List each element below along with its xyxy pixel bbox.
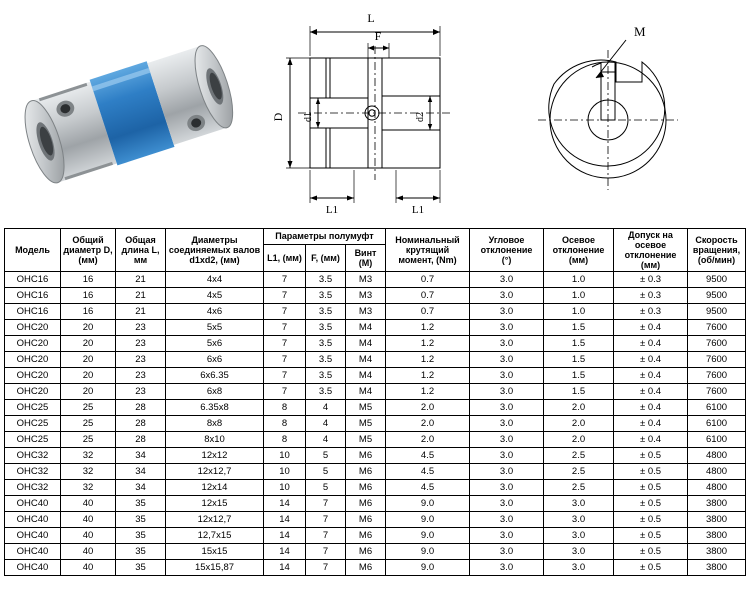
- cell-torque: 9.0: [386, 496, 470, 512]
- cell-ang: 3.0: [470, 512, 544, 528]
- coupling-photo: [8, 18, 258, 208]
- cell-screw: M3: [346, 272, 386, 288]
- th-screw: Винт (M): [346, 244, 386, 272]
- cell-l: 23: [116, 384, 166, 400]
- cell-d: 40: [61, 560, 116, 576]
- cell-model: OHC32: [5, 448, 61, 464]
- cell-screw: M6: [346, 496, 386, 512]
- table-row: [5, 496, 746, 512]
- cell-l: 35: [116, 512, 166, 528]
- cell-axial: 3.0: [544, 528, 614, 544]
- cell-shafts: 8x8: [166, 416, 264, 432]
- cell-torque: 9.0: [386, 528, 470, 544]
- cell-axial: 2.5: [544, 448, 614, 464]
- cell-f: 4: [306, 400, 346, 416]
- cell-tol: ± 0.5: [614, 496, 688, 512]
- cell-speed: 3800: [688, 496, 746, 512]
- cell-model: OHC20: [5, 320, 61, 336]
- cell-screw: M5: [346, 416, 386, 432]
- cell-axial: 2.5: [544, 464, 614, 480]
- cell-l1: 14: [264, 496, 306, 512]
- cell-l: 35: [116, 528, 166, 544]
- cell-speed: 7600: [688, 320, 746, 336]
- cell-f: 3.5: [306, 352, 346, 368]
- cell-screw: M6: [346, 544, 386, 560]
- cell-l: 21: [116, 272, 166, 288]
- table-row: [5, 448, 746, 464]
- cell-screw: M6: [346, 464, 386, 480]
- cell-l1: 7: [264, 336, 306, 352]
- cell-ang: 3.0: [470, 480, 544, 496]
- th-model: Модель: [5, 229, 61, 272]
- cell-ang: 3.0: [470, 560, 544, 576]
- cell-torque: 0.7: [386, 272, 470, 288]
- cell-shafts: 5x5: [166, 320, 264, 336]
- cell-axial: 1.5: [544, 336, 614, 352]
- table-row: [5, 272, 746, 288]
- cell-l: 21: [116, 304, 166, 320]
- cell-d: 20: [61, 352, 116, 368]
- cell-torque: 9.0: [386, 512, 470, 528]
- cell-screw: M5: [346, 400, 386, 416]
- table-row: [5, 336, 746, 352]
- cell-axial: 2.0: [544, 416, 614, 432]
- cell-l1: 7: [264, 384, 306, 400]
- cell-model: OHC16: [5, 272, 61, 288]
- cell-tol: ± 0.5: [614, 448, 688, 464]
- dim-label-L1-left: L1: [325, 204, 339, 216]
- cell-ang: 3.0: [470, 544, 544, 560]
- specification-table: [4, 228, 746, 576]
- table-body: [5, 272, 746, 576]
- cell-speed: 4800: [688, 480, 746, 496]
- cell-model: OHC40: [5, 512, 61, 528]
- cell-l: 28: [116, 416, 166, 432]
- table-row: [5, 368, 746, 384]
- th-axial-tolerance: Допуск на осевое отклонение (мм): [614, 229, 688, 272]
- table-row: [5, 384, 746, 400]
- table-row: [5, 528, 746, 544]
- cell-shafts: 15x15: [166, 544, 264, 560]
- cell-model: OHC25: [5, 432, 61, 448]
- cell-f: 3.5: [306, 272, 346, 288]
- cell-l1: 7: [264, 304, 306, 320]
- cell-f: 3.5: [306, 288, 346, 304]
- cell-tol: ± 0.4: [614, 432, 688, 448]
- table-row: [5, 432, 746, 448]
- cell-d: 40: [61, 512, 116, 528]
- cell-l1: 8: [264, 416, 306, 432]
- cell-l: 35: [116, 496, 166, 512]
- table-row: [5, 480, 746, 496]
- cell-l: 28: [116, 400, 166, 416]
- dim-label-L1-right: L1: [411, 204, 425, 216]
- cell-f: 4: [306, 416, 346, 432]
- cell-l1: 7: [264, 352, 306, 368]
- cell-axial: 2.0: [544, 400, 614, 416]
- cell-l: 35: [116, 560, 166, 576]
- cell-shafts: 6.35x8: [166, 400, 264, 416]
- cell-speed: 9500: [688, 272, 746, 288]
- cell-ang: 3.0: [470, 496, 544, 512]
- cell-speed: 3800: [688, 528, 746, 544]
- cell-speed: 6100: [688, 432, 746, 448]
- cell-tol: ± 0.4: [614, 384, 688, 400]
- table-header-row-1: [5, 229, 746, 245]
- cell-speed: 4800: [688, 464, 746, 480]
- cell-axial: 1.5: [544, 368, 614, 384]
- cell-d: 25: [61, 400, 116, 416]
- th-angular-deviation: Угловое отклонение (°): [470, 229, 544, 272]
- cell-model: OHC16: [5, 304, 61, 320]
- cell-l: 21: [116, 288, 166, 304]
- cell-axial: 3.0: [544, 512, 614, 528]
- cell-tol: ± 0.5: [614, 544, 688, 560]
- cell-f: 7: [306, 560, 346, 576]
- cell-l1: 14: [264, 560, 306, 576]
- cell-d: 32: [61, 448, 116, 464]
- cell-l1: 10: [264, 464, 306, 480]
- cell-shafts: 8x10: [166, 432, 264, 448]
- cell-speed: 7600: [688, 352, 746, 368]
- cell-f: 3.5: [306, 320, 346, 336]
- th-length: Общая длина L, мм: [116, 229, 166, 272]
- cell-torque: 4.5: [386, 448, 470, 464]
- cell-d: 16: [61, 272, 116, 288]
- cell-shafts: 4x4: [166, 272, 264, 288]
- cell-shafts: 12x12: [166, 448, 264, 464]
- cell-torque: 4.5: [386, 464, 470, 480]
- cell-tol: ± 0.4: [614, 320, 688, 336]
- cell-speed: 6100: [688, 416, 746, 432]
- cell-speed: 7600: [688, 368, 746, 384]
- cell-ang: 3.0: [470, 464, 544, 480]
- cell-axial: 3.0: [544, 560, 614, 576]
- cell-tol: ± 0.5: [614, 528, 688, 544]
- table-row: [5, 352, 746, 368]
- cell-d: 32: [61, 480, 116, 496]
- table-row: [5, 464, 746, 480]
- cell-model: OHC40: [5, 496, 61, 512]
- cell-ang: 3.0: [470, 368, 544, 384]
- cell-tol: ± 0.4: [614, 400, 688, 416]
- cell-screw: M6: [346, 560, 386, 576]
- cell-model: OHC20: [5, 336, 61, 352]
- cell-shafts: 4x6: [166, 304, 264, 320]
- cell-f: 7: [306, 528, 346, 544]
- cell-axial: 1.0: [544, 272, 614, 288]
- th-half-coupling-params: Параметры полумуфт: [264, 229, 386, 245]
- cell-shafts: 12x12,7: [166, 512, 264, 528]
- cell-model: OHC32: [5, 480, 61, 496]
- cell-l1: 14: [264, 512, 306, 528]
- cell-model: OHC32: [5, 464, 61, 480]
- cell-f: 5: [306, 464, 346, 480]
- cell-ang: 3.0: [470, 448, 544, 464]
- cell-axial: 1.0: [544, 304, 614, 320]
- cell-ang: 3.0: [470, 272, 544, 288]
- cell-axial: 1.5: [544, 384, 614, 400]
- table-row: [5, 512, 746, 528]
- cell-torque: 2.0: [386, 400, 470, 416]
- cell-speed: 7600: [688, 384, 746, 400]
- cell-speed: 3800: [688, 512, 746, 528]
- cell-shafts: 12,7x15: [166, 528, 264, 544]
- th-shaft-diameters: Диаметры соединяемых валов d1xd2, (мм): [166, 229, 264, 272]
- cell-torque: 0.7: [386, 304, 470, 320]
- cell-torque: 1.2: [386, 352, 470, 368]
- cell-d: 40: [61, 528, 116, 544]
- cell-f: 5: [306, 448, 346, 464]
- cell-f: 3.5: [306, 368, 346, 384]
- cell-axial: 2.0: [544, 432, 614, 448]
- cell-d: 20: [61, 320, 116, 336]
- table-row: [5, 416, 746, 432]
- table-row: [5, 288, 746, 304]
- cell-model: OHC20: [5, 384, 61, 400]
- cell-d: 40: [61, 496, 116, 512]
- cell-tol: ± 0.5: [614, 560, 688, 576]
- dim-label-M: M: [634, 24, 646, 39]
- coupling-end-view-drawing: [500, 10, 740, 218]
- cell-torque: 2.0: [386, 416, 470, 432]
- cell-shafts: 12x15: [166, 496, 264, 512]
- cell-model: OHC40: [5, 528, 61, 544]
- cell-tol: ± 0.3: [614, 304, 688, 320]
- cell-screw: M4: [346, 368, 386, 384]
- cell-l: 34: [116, 448, 166, 464]
- cell-screw: M4: [346, 384, 386, 400]
- cell-ang: 3.0: [470, 432, 544, 448]
- cell-torque: 1.2: [386, 368, 470, 384]
- cell-ang: 3.0: [470, 400, 544, 416]
- cell-speed: 3800: [688, 544, 746, 560]
- cell-axial: 1.5: [544, 320, 614, 336]
- table-row: [5, 320, 746, 336]
- cell-tol: ± 0.4: [614, 416, 688, 432]
- cell-l: 23: [116, 336, 166, 352]
- coupling-section-drawing: [268, 10, 488, 218]
- cell-shafts: 12x12,7: [166, 464, 264, 480]
- cell-d: 32: [61, 464, 116, 480]
- dim-label-D: D: [271, 112, 285, 122]
- cell-model: OHC40: [5, 544, 61, 560]
- cell-shafts: 4x5: [166, 288, 264, 304]
- th-speed: Скорость вращения, (об/мин): [688, 229, 746, 272]
- cell-screw: M4: [346, 352, 386, 368]
- cell-screw: M6: [346, 448, 386, 464]
- cell-ang: 3.0: [470, 352, 544, 368]
- cell-l1: 8: [264, 432, 306, 448]
- cell-model: OHC20: [5, 368, 61, 384]
- cell-shafts: 12x14: [166, 480, 264, 496]
- table-row: [5, 560, 746, 576]
- cell-torque: 1.2: [386, 336, 470, 352]
- th-F: F, (мм): [306, 244, 346, 272]
- cell-speed: 9500: [688, 288, 746, 304]
- cell-f: 7: [306, 496, 346, 512]
- illustration-area: [0, 0, 749, 228]
- cell-d: 20: [61, 368, 116, 384]
- dim-label-d1: d1: [303, 112, 314, 122]
- cell-ang: 3.0: [470, 528, 544, 544]
- cell-d: 40: [61, 544, 116, 560]
- cell-f: 3.5: [306, 336, 346, 352]
- dim-label-L: L: [367, 11, 375, 25]
- cell-screw: M5: [346, 432, 386, 448]
- cell-axial: 2.5: [544, 480, 614, 496]
- th-L1: L1, (мм): [264, 244, 306, 272]
- cell-shafts: 5x6: [166, 336, 264, 352]
- cell-tol: ± 0.5: [614, 480, 688, 496]
- cell-shafts: 6x8: [166, 384, 264, 400]
- th-torque: Номинальный крутящий момент, (Nm): [386, 229, 470, 272]
- cell-model: OHC25: [5, 416, 61, 432]
- dim-label-F: F: [374, 29, 382, 43]
- cell-screw: M4: [346, 336, 386, 352]
- cell-l1: 14: [264, 544, 306, 560]
- cell-d: 20: [61, 336, 116, 352]
- cell-torque: 2.0: [386, 432, 470, 448]
- cell-d: 16: [61, 288, 116, 304]
- cell-speed: 4800: [688, 448, 746, 464]
- cell-l: 35: [116, 544, 166, 560]
- cell-shafts: 15x15,87: [166, 560, 264, 576]
- cell-l: 34: [116, 480, 166, 496]
- cell-tol: ± 0.3: [614, 288, 688, 304]
- cell-f: 7: [306, 512, 346, 528]
- cell-screw: M6: [346, 480, 386, 496]
- cell-ang: 3.0: [470, 288, 544, 304]
- cell-d: 20: [61, 384, 116, 400]
- cell-l1: 7: [264, 288, 306, 304]
- cell-tol: ± 0.4: [614, 368, 688, 384]
- cell-tol: ± 0.4: [614, 336, 688, 352]
- cell-l1: 8: [264, 400, 306, 416]
- th-axial-deviation: Осевое отклонение (мм): [544, 229, 614, 272]
- cell-screw: M6: [346, 528, 386, 544]
- cell-d: 16: [61, 304, 116, 320]
- cell-shafts: 6x6.35: [166, 368, 264, 384]
- cell-ang: 3.0: [470, 384, 544, 400]
- cell-model: OHC16: [5, 288, 61, 304]
- cell-l: 28: [116, 432, 166, 448]
- cell-f: 7: [306, 544, 346, 560]
- cell-speed: 9500: [688, 304, 746, 320]
- cell-ang: 3.0: [470, 304, 544, 320]
- cell-torque: 9.0: [386, 544, 470, 560]
- cell-l1: 7: [264, 272, 306, 288]
- cell-model: OHC40: [5, 560, 61, 576]
- cell-axial: 3.0: [544, 544, 614, 560]
- cell-f: 3.5: [306, 304, 346, 320]
- cell-speed: 6100: [688, 400, 746, 416]
- cell-ang: 3.0: [470, 336, 544, 352]
- cell-l1: 7: [264, 368, 306, 384]
- cell-screw: M3: [346, 288, 386, 304]
- cell-d: 25: [61, 416, 116, 432]
- cell-torque: 1.2: [386, 384, 470, 400]
- table-row: [5, 304, 746, 320]
- cell-l: 23: [116, 368, 166, 384]
- th-outer-diameter: Общий диаметр D, (мм): [61, 229, 116, 272]
- cell-model: OHC25: [5, 400, 61, 416]
- cell-ang: 3.0: [470, 416, 544, 432]
- cell-screw: M6: [346, 512, 386, 528]
- cell-tol: ± 0.4: [614, 352, 688, 368]
- cell-tol: ± 0.5: [614, 464, 688, 480]
- cell-axial: 3.0: [544, 496, 614, 512]
- cell-f: 5: [306, 480, 346, 496]
- cell-f: 4: [306, 432, 346, 448]
- cell-screw: M3: [346, 304, 386, 320]
- cell-ang: 3.0: [470, 320, 544, 336]
- cell-f: 3.5: [306, 384, 346, 400]
- cell-torque: 4.5: [386, 480, 470, 496]
- cell-speed: 3800: [688, 560, 746, 576]
- cell-model: OHC20: [5, 352, 61, 368]
- table-row: [5, 400, 746, 416]
- cell-screw: M4: [346, 320, 386, 336]
- cell-torque: 1.2: [386, 320, 470, 336]
- cell-shafts: 6x6: [166, 352, 264, 368]
- cell-l1: 10: [264, 448, 306, 464]
- cell-axial: 1.0: [544, 288, 614, 304]
- cell-torque: 9.0: [386, 560, 470, 576]
- cell-l: 23: [116, 320, 166, 336]
- cell-l: 34: [116, 464, 166, 480]
- cell-tol: ± 0.5: [614, 512, 688, 528]
- cell-l1: 14: [264, 528, 306, 544]
- cell-l1: 7: [264, 320, 306, 336]
- table-row: [5, 544, 746, 560]
- cell-speed: 7600: [688, 336, 746, 352]
- cell-l: 23: [116, 352, 166, 368]
- cell-tol: ± 0.3: [614, 272, 688, 288]
- cell-d: 25: [61, 432, 116, 448]
- dim-label-d2: d2: [415, 112, 426, 122]
- cell-axial: 1.5: [544, 352, 614, 368]
- cell-l1: 10: [264, 480, 306, 496]
- cell-torque: 0.7: [386, 288, 470, 304]
